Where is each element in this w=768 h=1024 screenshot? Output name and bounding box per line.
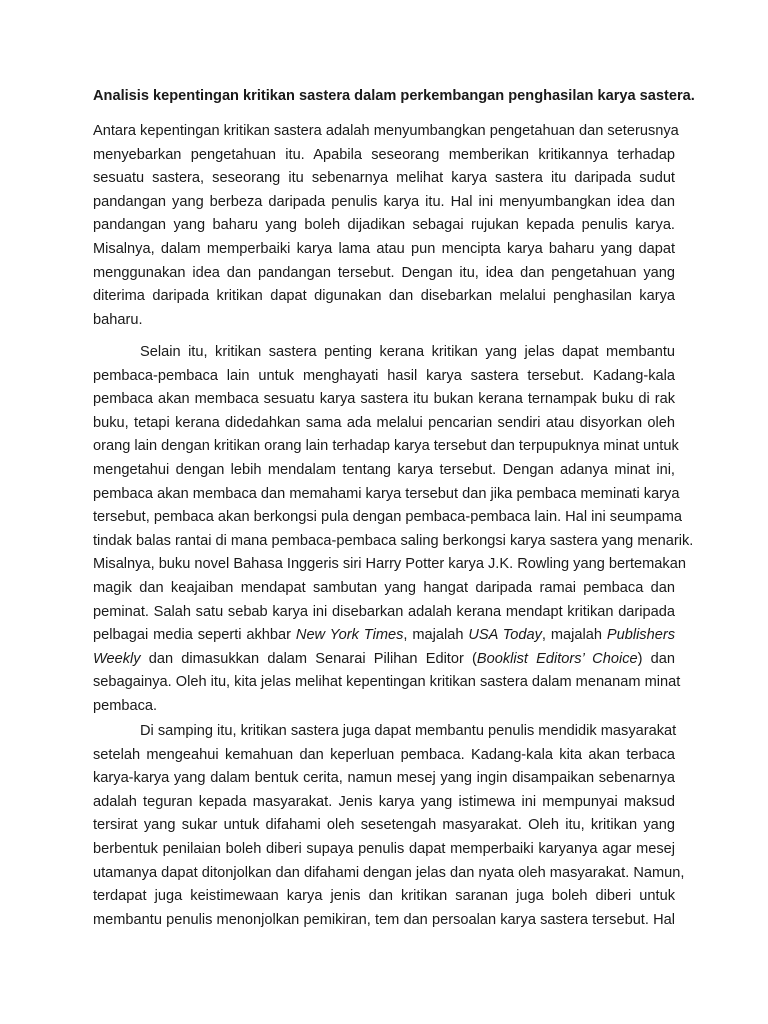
text-run: , majalah: [541, 627, 607, 644]
text-line: pandangan yang berbeza daripada penulis karya itu. Hal ini menyumbangkan idea dan: [93, 193, 675, 210]
text-line: [93, 648, 675, 672]
italic-title: New York Times: [295, 627, 404, 644]
text-line: pembaca-pembaca lain untuk menghayati hasil karya sastera tersebut. Kadang-kala: [93, 367, 675, 384]
italic-title: Weekly: [93, 650, 141, 667]
text-line: peminat. Salah satu sebab karya ini disebarkan adalah kerana mendapt kritikan daripada: [93, 603, 675, 620]
text-line: magik dan keajaiban mendapat sambutan yang hangat daripada ramai pembaca dan: [93, 579, 675, 596]
text-line: baharu.: [93, 311, 143, 328]
text-line: menyebarkan pengetahuan itu. Apabila seseorang memberikan kritikannya terhadap: [93, 146, 675, 163]
text-line: pembaca.: [93, 697, 158, 714]
text-line: membantu penulis menonjolkan pemikiran, tem dan persoalan karya sastera tersebut. Hal: [93, 911, 675, 928]
text-line: buku, tetapi kerana didedahkan sama ada melalui pencarian sendiri atau disyorkan oleh: [93, 414, 675, 431]
text-line: utamanya dapat ditonjolkan dan difahami dengan jelas dan nyata oleh masyarakat. Namun,: [93, 864, 685, 881]
text-line: tersebut, pembaca akan berkongsi pula dengan pembaca-pembaca lain. Hal ini seumpama: [93, 509, 682, 526]
text-run: dan dimasukkan dalam Senarai Pilihan Editor (: [140, 650, 477, 667]
text-line: tindak balas rantai di mana pembaca-pembaca saling berkongsi karya sastera yang menarik.: [93, 532, 694, 549]
text-line: pandangan yang baharu yang boleh dijadikan sebagai rujukan kepada penulis karya.: [93, 217, 675, 234]
text-line: [93, 624, 675, 648]
italic-title: USA Today: [468, 627, 542, 644]
text-line: sebagainya. Oleh itu, kita jelas melihat kepentingan kritikan sastera dalam menanam minat: [93, 674, 681, 691]
text-line: pembaca akan membaca sesuatu karya sastera itu bukan kerana ternampak buku di rak: [93, 391, 675, 408]
text-line: mengetahui dengan lebih mendalam tentang karya tersebut. Dengan adanya minat ini,: [93, 461, 675, 478]
text-run: pelbagai media seperti akhbar: [93, 627, 296, 644]
text-line: Di samping itu, kritikan sastera juga dapat membantu penulis mendidik masyarakat: [140, 723, 677, 739]
italic-title: Booklist Editors’ Choice: [476, 650, 638, 667]
text-line: orang lain dengan kritikan orang lain terhadap karya tersebut dan terpupuknya minat untuk: [93, 438, 679, 455]
text-run: ) dan: [637, 650, 675, 667]
text-line: Antara kepentingan kritikan sastera adalah menyumbangkan pengetahuan dan seterusnya: [93, 123, 679, 139]
text-line: terdapat juga keistimewaan karya jenis dan kritikan saranan juga boleh diberi untuk: [93, 888, 675, 905]
italic-title: Publishers: [606, 627, 675, 644]
paragraph-1: [93, 120, 679, 332]
text-line: pembaca akan membaca dan memahami karya tersebut dan jika pembaca meminati karya: [93, 485, 680, 502]
text-run: , majalah: [403, 627, 469, 644]
text-line: diterima daripada kritikan dapat digunakan dan disebarkan melalui penghasilan karya: [93, 288, 675, 305]
paragraph-3: [93, 720, 685, 932]
text-line: Misalnya, dalam memperbaiki karya lama atau pun mencipta karya baharu yang dapat: [93, 240, 675, 257]
paragraph-2: [93, 341, 694, 719]
text-line: adalah teguran kepada masyarakat. Jenis karya yang istimewa ini mempunyai maksud: [93, 793, 675, 810]
document-title: Analisis kepentingan kritikan sastera dalam perkembangan penghasilan karya sastera.: [93, 88, 695, 104]
text-line: Misalnya, buku novel Bahasa Inggeris siri Harry Potter karya J.K. Rowling yang bertemakan: [93, 556, 686, 573]
text-line: setelah mengeahui kemahuan dan keperluan pembaca. Kadang-kala kita akan terbaca: [93, 746, 675, 763]
text-line: karya-karya yang dalam bentuk cerita, namun mesej yang ingin disampaikan sebenarnya: [93, 770, 675, 787]
text-line: tersirat yang sukar untuk difahami oleh sesetengah masyarakat. Oleh itu, kritikan yang: [93, 817, 675, 834]
text-line: berbentuk penilaian boleh diberi supaya penulis dapat memperbaiki karyanya agar mesej: [93, 840, 675, 857]
text-line: sesuatu sastera, seseorang itu sebenarnya melihat karya sastera itu daripada sudut: [93, 170, 675, 187]
text-line: Selain itu, kritikan sastera penting kerana kritikan yang jelas dapat membantu: [140, 344, 675, 360]
text-line: menggunakan idea dan pandangan tersebut. Dengan itu, idea dan pengetahuan yang: [93, 264, 675, 281]
